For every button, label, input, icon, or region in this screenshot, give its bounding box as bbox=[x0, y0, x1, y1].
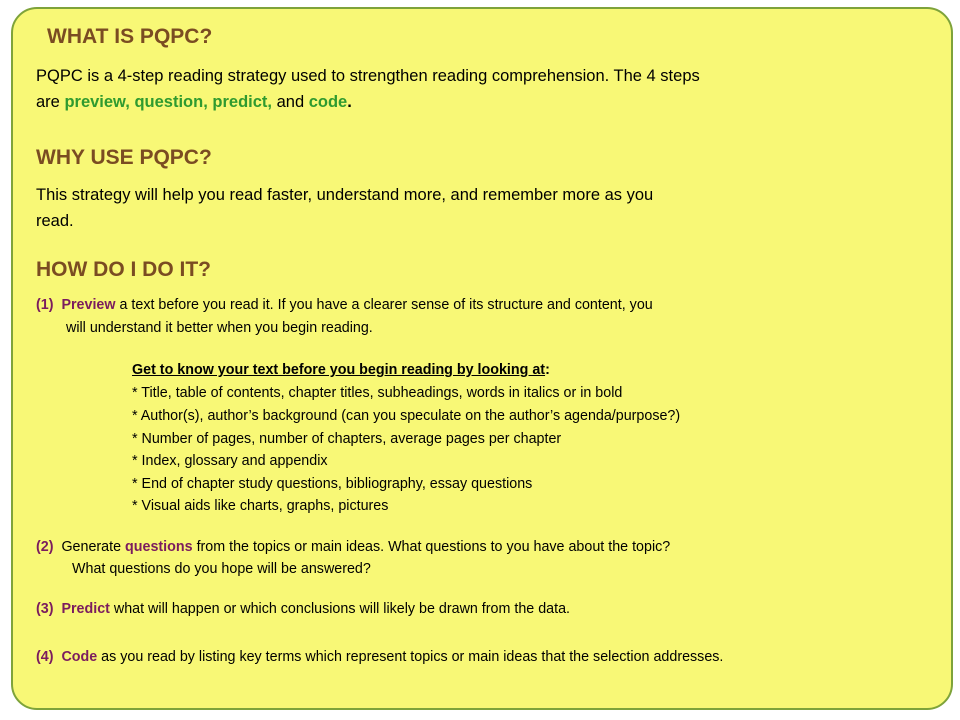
keyword-predict: predict, bbox=[212, 93, 272, 111]
intro-line-1: PQPC is a 4-step reading strategy used to strengthen reading comprehension. The 4 steps bbox=[36, 67, 700, 85]
step-4-line: (4) Code as you read by listing key terms which represent topics or main ideas that the selection addresses. bbox=[36, 649, 724, 665]
preview-item: * Title, table of contents, chapter titles, subheadings, words in italics or in bold bbox=[132, 385, 623, 401]
step-1-keyword: Preview bbox=[61, 297, 116, 313]
step-4-keyword: Code bbox=[61, 649, 98, 665]
keyword-code: code bbox=[308, 93, 348, 111]
preview-item: * Visual aids like charts, graphs, pictures bbox=[132, 498, 389, 514]
step-3-keyword: Predict bbox=[61, 601, 110, 617]
why-line-2: read. bbox=[36, 212, 74, 230]
heading-why-use-pqpc: WHY USE PQPC? bbox=[36, 146, 212, 169]
preview-item: * End of chapter study questions, bibliography, essay questions bbox=[132, 476, 533, 492]
heading-how-do-i-do-it: HOW DO I DO IT? bbox=[36, 258, 211, 281]
heading-what-is-pqpc: WHAT IS PQPC? bbox=[47, 25, 213, 48]
why-line-1: This strategy will help you read faster, understand more, and remember more as you bbox=[36, 186, 654, 204]
preview-list-title: Get to know your text before you begin reading by looking at: bbox=[132, 362, 550, 378]
step-1-line-1: (1) Preview a text before you read it. If you have a clearer sense of its structure and content, you bbox=[36, 297, 653, 313]
preview-item: * Index, glossary and appendix bbox=[132, 453, 328, 469]
preview-item: * Author(s), author’s background (can you speculate on the author’s agenda/purpose?) bbox=[132, 408, 681, 424]
preview-item: * Number of pages, number of chapters, average pages per chapter bbox=[132, 431, 562, 447]
keyword-preview: preview, bbox=[64, 93, 130, 111]
keyword-question: question, bbox=[134, 93, 208, 111]
step-3-line: (3) Predict what will happen or which conclusions will likely be drawn from the data. bbox=[36, 601, 571, 617]
step-2-line-2: What questions do you hope will be answered? bbox=[72, 561, 371, 577]
step-2-keyword: questions bbox=[125, 539, 193, 555]
intro-line-2: are preview, question, predict, and code. bbox=[36, 93, 352, 111]
step-1-line-2: will understand it better when you begin reading. bbox=[66, 320, 373, 336]
step-2-line-1: (2) Generate questions from the topics or main ideas. What questions to you have about the topic? bbox=[36, 539, 671, 555]
